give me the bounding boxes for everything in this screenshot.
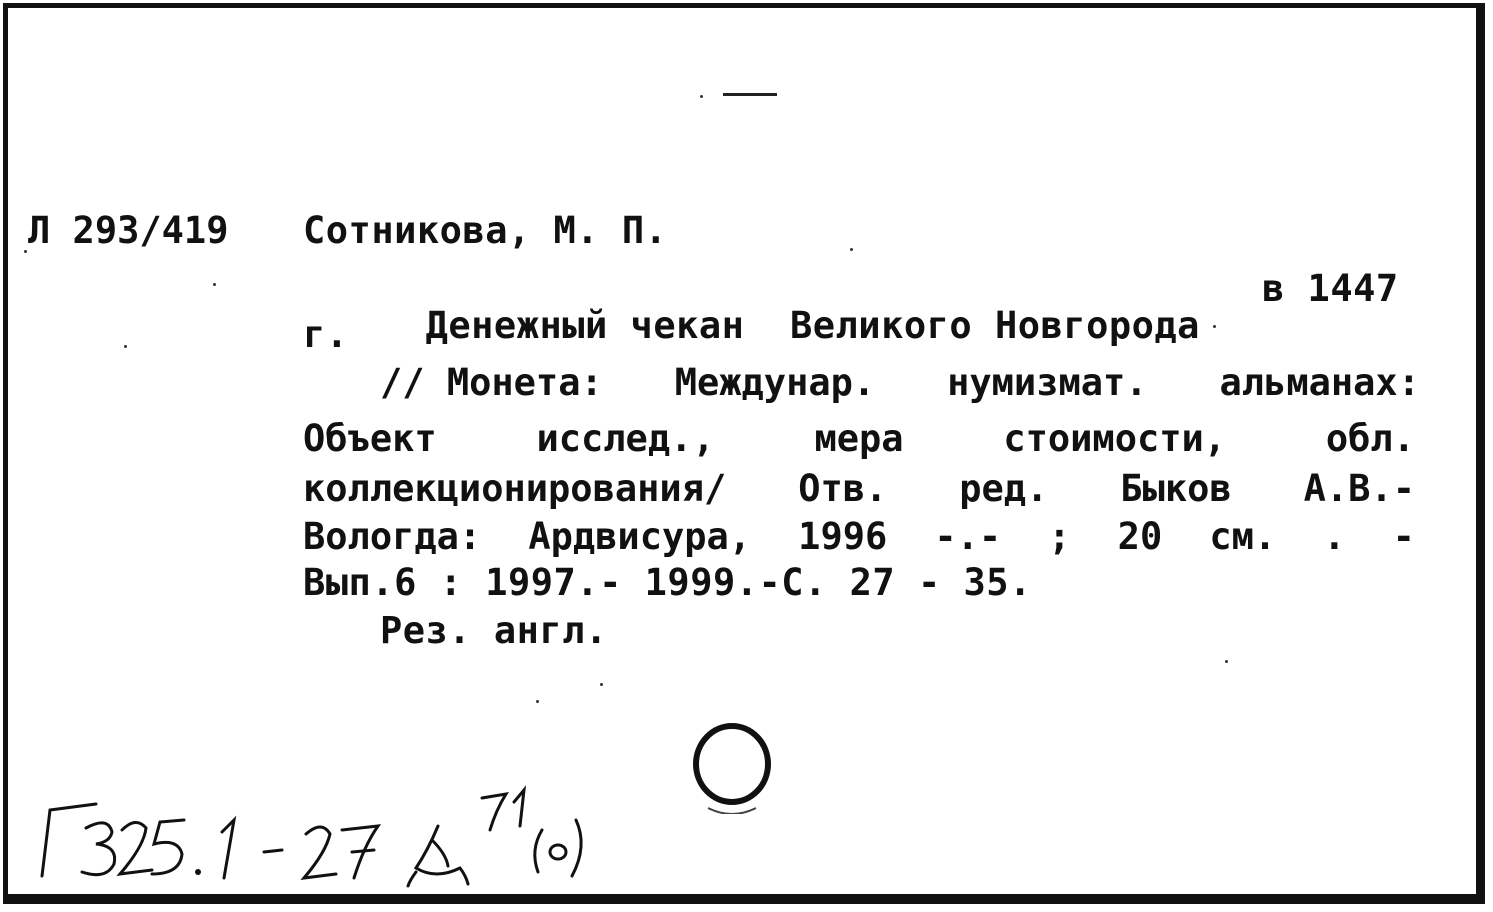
source-line-3 xyxy=(303,467,1415,510)
source-word: Отв. xyxy=(798,467,888,510)
speck xyxy=(1213,325,1216,328)
source-word: // Монета: xyxy=(380,361,603,404)
top-dash xyxy=(723,93,777,96)
speck xyxy=(1225,660,1228,663)
title-text: Денежный чекан Великого Новгорода xyxy=(425,304,1200,347)
source-word: Объект xyxy=(303,417,437,460)
issue-pages-line: Вып.6 : 1997.- 1999.-С. 27 - 35. xyxy=(303,561,1032,604)
speck xyxy=(600,683,603,686)
summary-note: Рез. англ. xyxy=(380,609,608,652)
source-word: 1996 xyxy=(798,515,888,558)
title-year: в 1447 xyxy=(1262,267,1399,310)
source-word: мера xyxy=(814,417,904,460)
speck xyxy=(24,250,27,253)
speck xyxy=(213,283,216,286)
source-word: стоимости, xyxy=(1003,417,1227,460)
source-word: 20 xyxy=(1117,515,1163,558)
source-word: исслед., xyxy=(536,417,715,460)
source-word: нумизмат. xyxy=(947,361,1148,404)
source-word: ; xyxy=(1048,515,1071,558)
source-line-4 xyxy=(303,515,1415,558)
source-word: Междунар. xyxy=(674,361,876,404)
source-word: Ардвисура, xyxy=(528,515,752,558)
punch-hole-circle-icon xyxy=(690,718,774,814)
title-continuation: г. xyxy=(303,313,349,356)
source-word: А.В.- xyxy=(1303,467,1415,510)
source-word: обл. xyxy=(1325,417,1415,460)
source-line-1 xyxy=(380,361,1420,404)
speck xyxy=(536,700,539,703)
shelf-mark: Л 293/419 xyxy=(28,209,229,252)
speck xyxy=(700,95,703,98)
source-word: . xyxy=(1323,515,1346,558)
source-word: см. xyxy=(1209,515,1277,558)
source-word: коллекционирования/ xyxy=(303,467,727,510)
source-word: -.- xyxy=(934,515,1002,558)
author-heading: Сотникова, М. П. xyxy=(303,209,668,252)
source-word: Вологда: xyxy=(303,515,482,558)
speck xyxy=(850,248,853,251)
source-word: Быков xyxy=(1120,467,1232,510)
handwritten-classification-code xyxy=(36,780,616,890)
source-word: - xyxy=(1392,515,1415,558)
source-word: ред. xyxy=(959,467,1049,510)
speck xyxy=(124,345,127,348)
source-line-2 xyxy=(303,417,1415,460)
source-word: альманах: xyxy=(1219,361,1420,404)
